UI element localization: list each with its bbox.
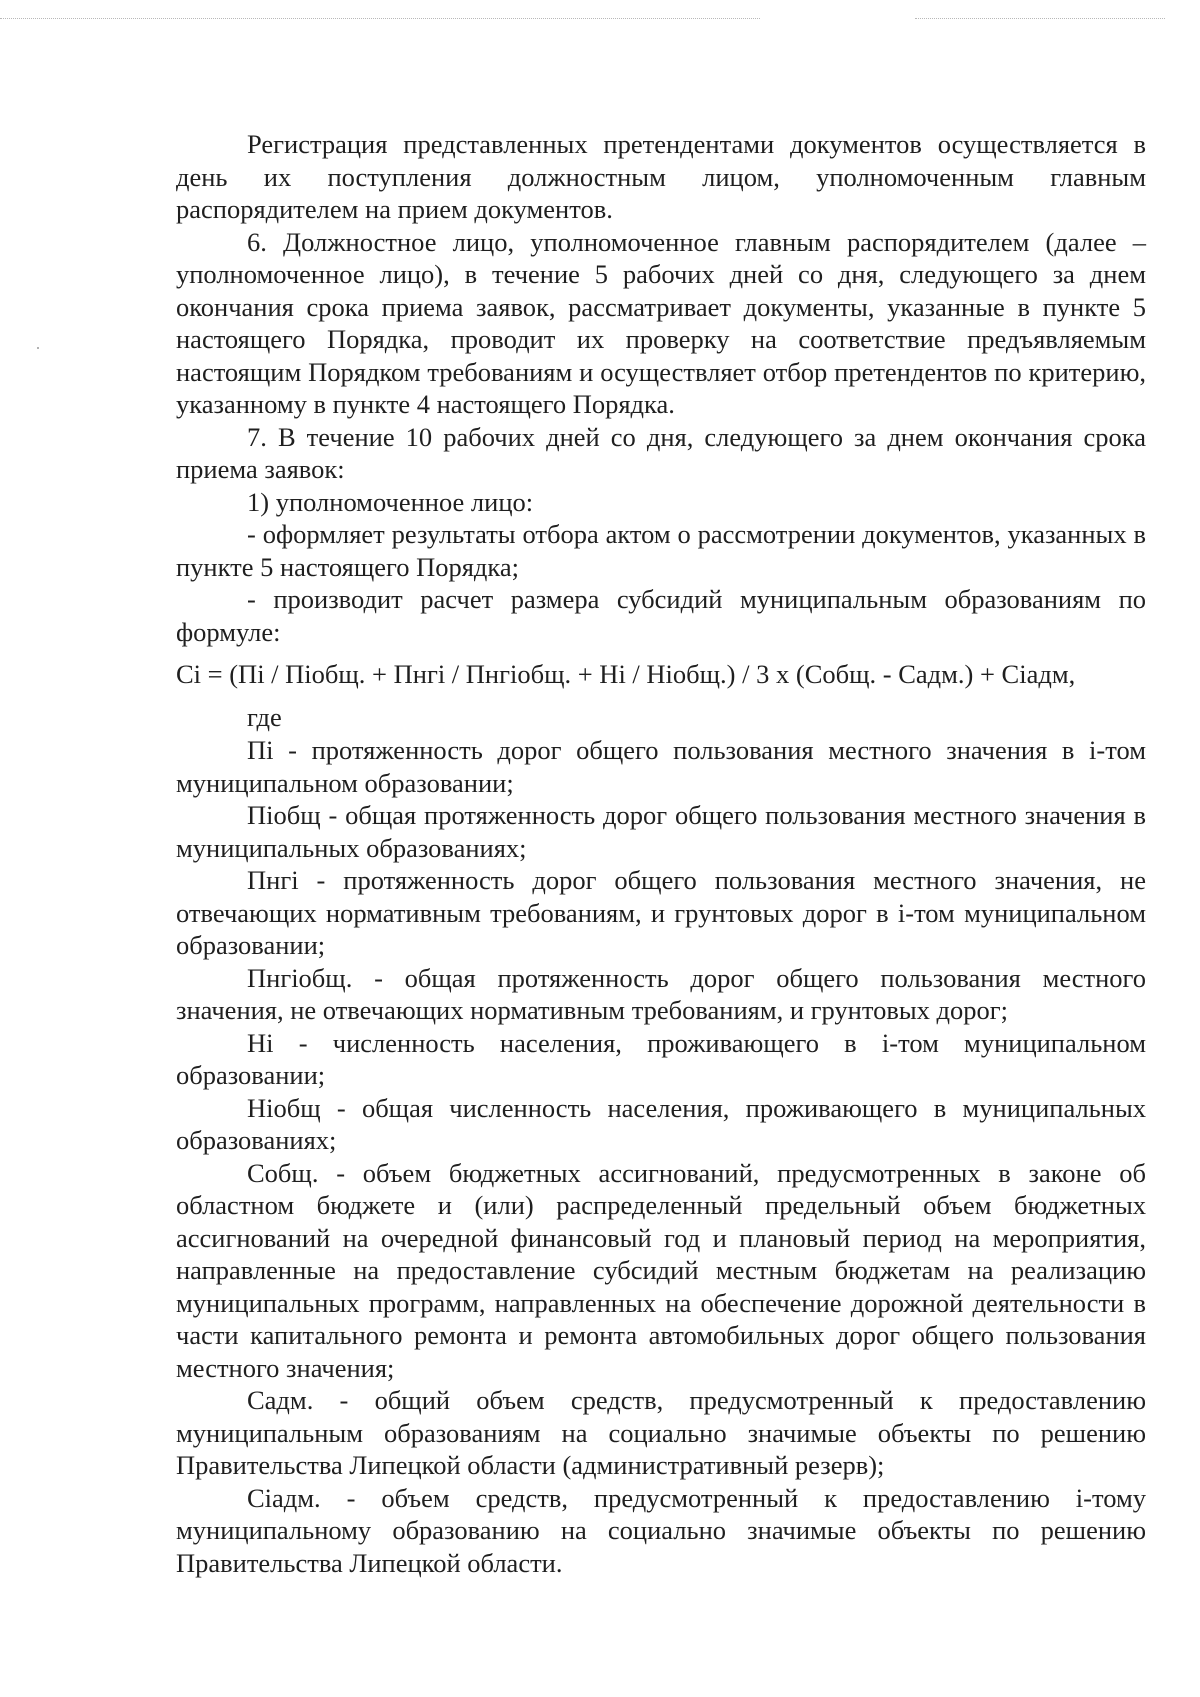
definition-si-adm: Сiадм. - объем средств, предусмотренный к предоставлению i-тому муниципальному образованию на социально значимые объекты по решению Правительства Липецкой области. [176,1482,1146,1578]
paragraph-item-7: 7. В течение 10 рабочих дней со дня, следующего за днем окончания срока приема заявок: [176,421,1146,484]
scan-top-rule-right [915,18,1165,19]
definition-s-adm: Садм. - общий объем средств, предусмотренный к предоставлению муниципальным образованиям на социально значимые объекты по решению Правительства Липецкой области (административный резерв); [176,1385,1146,1480]
definition-ni: Нi - численность населения, проживающего в i-том муниципальном образовании; [176,1027,1146,1090]
where-label: где [247,701,282,732]
document-body [176,128,1146,1579]
paragraph-subitem-1: 1) уполномоченное лицо: [247,486,534,517]
paragraph-dash-calculation: - производит расчет размера субсидий муниципальным образованиям по формуле: [176,584,1146,647]
definition-s-total: Собщ. - объем бюджетных ассигнований, предусмотренных в законе об областном бюджете и (или) распределенный предельный объем бюджетных ассигнований на очередной финансовый год и плановый период на мероприятия, направленные на предоставление субсидий местным бюджетам на реализацию муниципальных программ, направленных на обеспечение дорожной деятельности в части капитального ремонта и ремонта автомобильных дорог общего пользования местного значения; [176,1157,1146,1383]
scan-top-rule-left [0,18,760,19]
paragraph-item-6: 6. Должностное лицо, уполномоченное главным распорядителем (далее – уполномоченное лицо), в течение 5 рабочих дней со дня, следующего за днем окончания срока приема заявок, рассматривает документы, указанные в пункте 5 настоящего Порядка, проводит их проверку на соответствие предъявляемым настоящим Порядком требованиям и осуществляет отбор претендентов по критерию, указанному в пункте 4 настоящего Порядка. [176,226,1146,419]
definition-ni-total: Нiобщ - общая численность населения, проживающего в муниципальных образованиях; [176,1092,1146,1155]
subsidy-formula: Сi = (Пi / Пiобщ. + Пнгi / Пнгiобщ. + Нi / Нiобщ.) / 3 х (Собщ. - Садм.) + Сiадм, [176,659,1076,689]
scan-margin-mark [37,347,39,349]
definition-pngi-total: Пнгiобщ. - общая протяженность дорог общего пользования местного значения, не отвечающих нормативным требованиям, и грунтовых дорог; [176,962,1146,1025]
paragraph-registration: Регистрация представленных претендентами документов осуществляется в день их поступления должностным лицом, уполномоченным главным распорядителем на прием документов. [176,129,1146,224]
definition-pi-total: Пiобщ - общая протяженность дорог общего пользования местного значения в муниципальных образованиях; [176,800,1146,863]
paragraph-dash-act: - оформляет результаты отбора актом о рассмотрении документов, указанных в пункте 5 настоящего Порядка; [176,519,1146,582]
definition-pngi: Пнгi - протяженность дорог общего пользования местного значения, не отвечающих нормативным требованиям, и грунтовых дорог в i-том муниципальном образовании; [176,865,1146,960]
definition-pi: Пi - протяженность дорог общего пользования местного значения в i-том муниципальном образовании; [176,735,1146,798]
